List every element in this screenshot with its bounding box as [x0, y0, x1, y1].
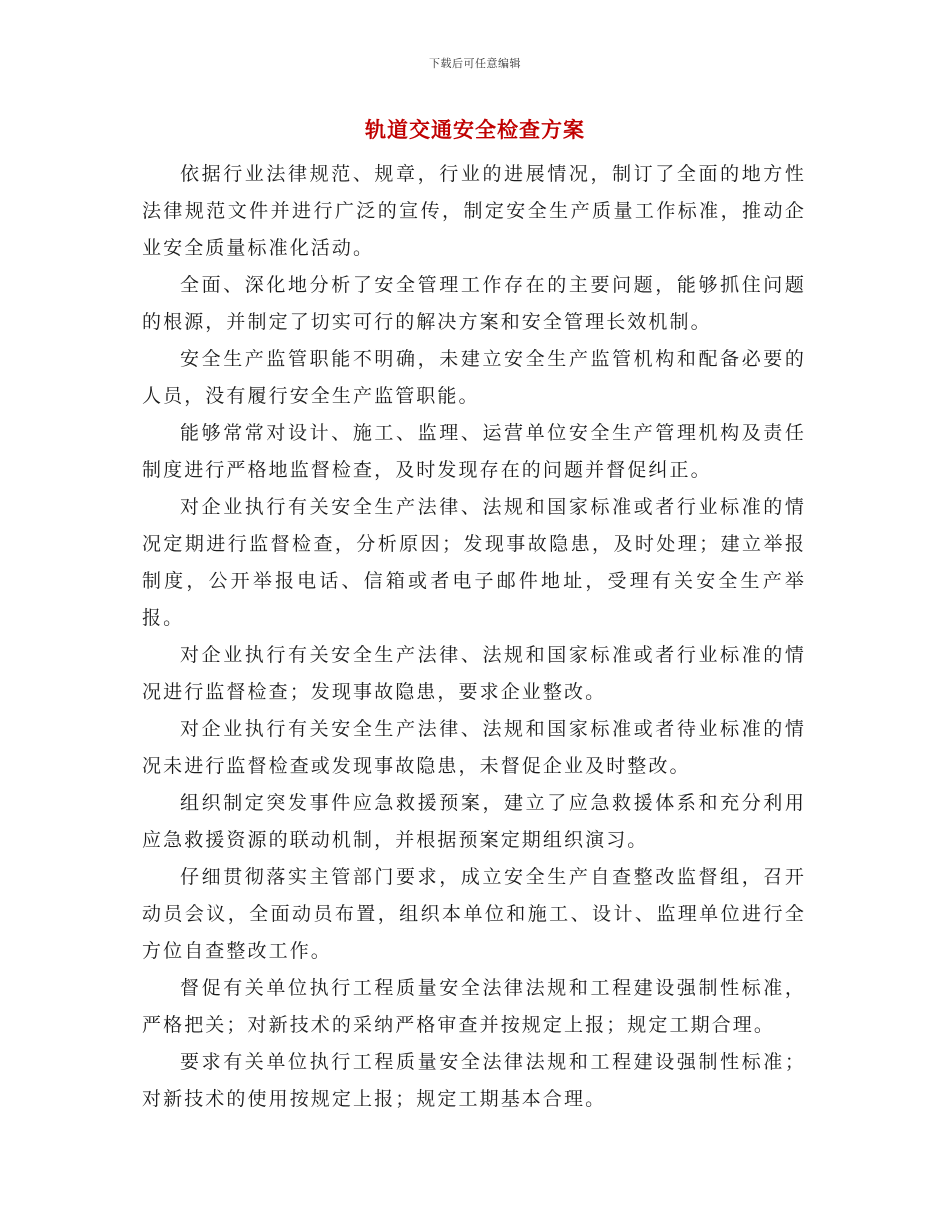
- paragraph: 依据行业法律规范、规章，行业的进展情况，制订了全面的地方性法律规范文件并进行广泛的宣传，制定安全生产质量工作标准，推动企业安全质量标准化活动。: [142, 163, 806, 259]
- paragraph: 能够常常对设计、施工、监理、运营单位安全生产管理机构及责任制度进行严格地监督检查，及时发现存在的问题并督促纠正。: [142, 422, 806, 481]
- paragraph: 组织制定突发事件应急救援预案，建立了应急救援体系和充分利用应急救援资源的联动机制，并根据预案定期组织演习。: [142, 792, 806, 851]
- paragraph: 对企业执行有关安全生产法律、法规和国家标准或者待业标准的情况未进行监督检查或发现事故隐患，未督促企业及时整改。: [142, 718, 806, 777]
- paragraph: 对企业执行有关安全生产法律、法规和国家标准或者行业标准的情况进行监督检查；发现事故隐患，要求企业整改。: [142, 644, 806, 703]
- paragraph: 督促有关单位执行工程质量安全法律法规和工程建设强制性标准，严格把关；对新技术的采纳严格审查并按规定上报；规定工期合理。: [142, 977, 806, 1036]
- paragraph: 全面、深化地分析了安全管理工作存在的主要问题，能够抓住问题的根源，并制定了切实可行的解决方案和安全管理长效机制。: [142, 274, 806, 333]
- paragraph: 安全生产监管职能不明确，未建立安全生产监管机构和配备必要的人员，没有履行安全生产监管职能。: [142, 348, 806, 407]
- header-note: 下载后可任意编辑: [429, 57, 521, 70]
- paragraph: 要求有关单位执行工程质量安全法律法规和工程建设强制性标准；对新技术的使用按规定上报；规定工期基本合理。: [142, 1051, 806, 1110]
- document-title: 轨道交通安全检查方案: [365, 118, 585, 142]
- paragraph: 仔细贯彻落实主管部门要求，成立安全生产自查整改监督组，召开动员会议，全面动员布置，组织本单位和施工、设计、监理单位进行全方位自查整改工作。: [142, 866, 806, 962]
- paragraph: 对企业执行有关安全生产法律、法规和国家标准或者行业标准的情况定期进行监督检查，分析原因；发现事故隐患，及时处理；建立举报制度，公开举报电话、信箱或者电子邮件地址，受理有关安全生产举报。: [142, 496, 806, 629]
- document-body: [142, 156, 806, 1118]
